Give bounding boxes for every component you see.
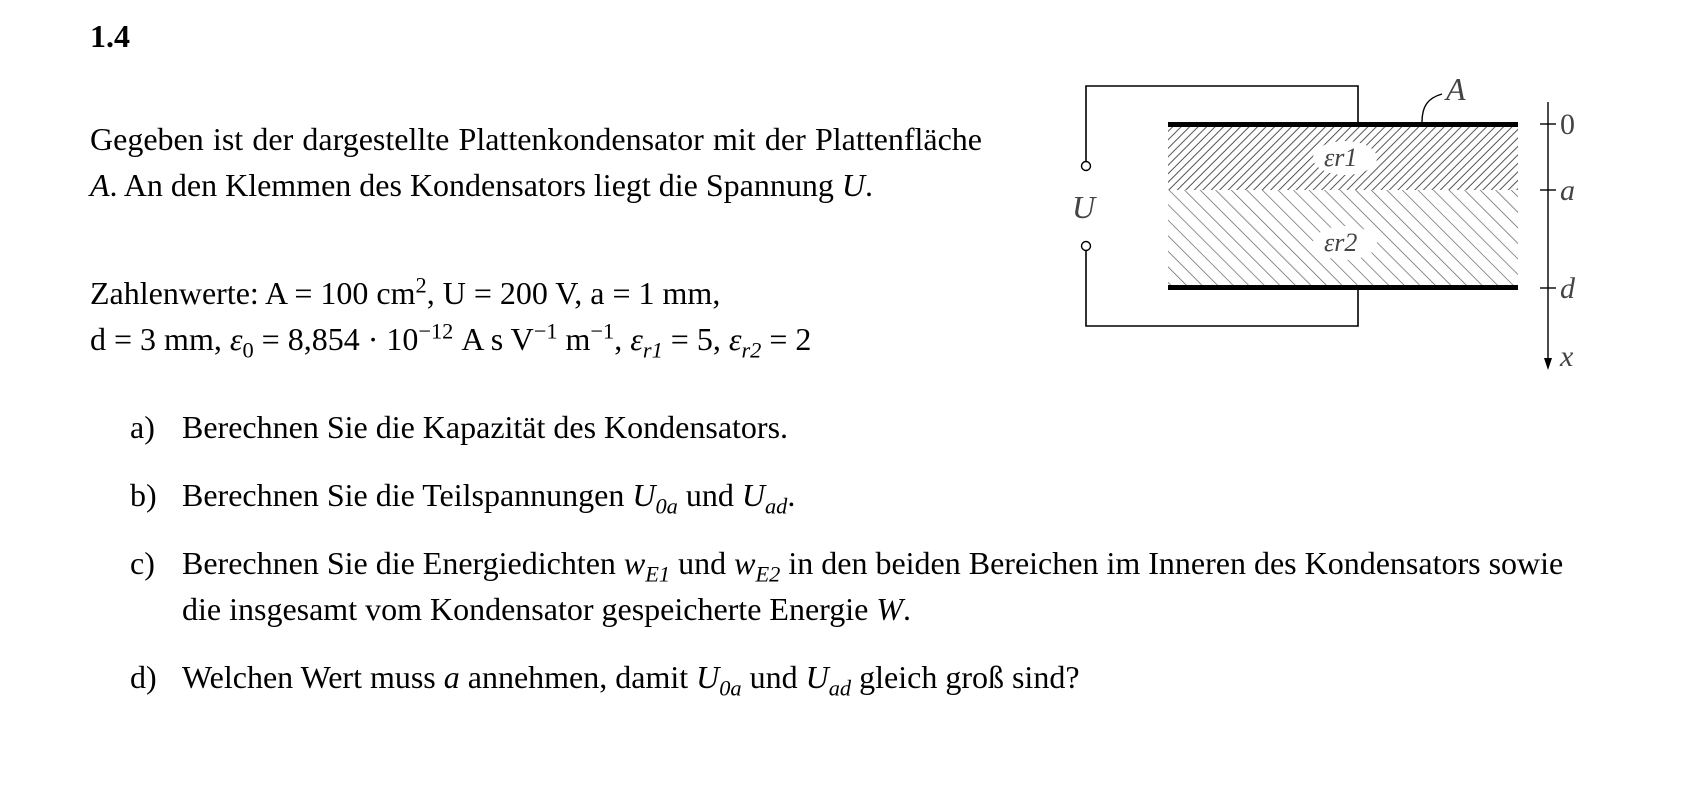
task-label: a) xyxy=(130,409,155,445)
intro-text: . An den Klemmen des Kondensators liegt die Spannung xyxy=(109,167,842,203)
values-line-1: Zahlenwerte: A = 100 $cm^2$, U = 200 V, a = 1 mm, xyxy=(90,272,721,311)
value-er1: = 5, xyxy=(662,321,729,357)
x-axis-arrow xyxy=(1544,358,1552,370)
task-a xyxy=(130,404,1570,450)
value-U: U = 200 V xyxy=(442,275,575,311)
value-er2: = 2 xyxy=(761,321,812,357)
task-label: c) xyxy=(130,545,155,581)
capacitor-figure xyxy=(1070,76,1630,416)
terminal-bottom xyxy=(1082,242,1091,251)
task-d xyxy=(130,654,1570,700)
task-label: d) xyxy=(130,659,157,695)
label-area-A: A xyxy=(1446,76,1466,107)
problem-number: 1.4 xyxy=(90,18,130,54)
area-pointer xyxy=(1422,94,1442,122)
label-er2: εr2 xyxy=(1324,228,1358,257)
value-A: A = 100 cm xyxy=(265,275,416,311)
task-text: Berechnen Sie die Energiedichten $w_{E1}$ und $w_{E2}$ in den beiden Bereichen im Inneren des Kondensators sowie die insgesamt vom Kondensator gespeicherte Energie W. xyxy=(182,545,1564,627)
plate-top xyxy=(1168,122,1518,127)
problem-intro xyxy=(90,116,982,208)
axis-label-d: d xyxy=(1560,272,1575,305)
value-a: a = 1 mm, xyxy=(590,275,721,311)
terminal-top xyxy=(1082,162,1091,171)
value-eps0: = 8,854 · 10 xyxy=(253,321,419,357)
numeric-values xyxy=(90,270,990,362)
task-text: Berechnen Sie die Kapazität des Kondensators. xyxy=(182,409,789,445)
axis-label-x: x xyxy=(1560,340,1574,373)
plate-bottom xyxy=(1168,285,1518,290)
task-text: Berechnen Sie die Teilspannungen $U_{0a}$ und $U_{ad}$. xyxy=(182,477,796,519)
label-er1: εr1 xyxy=(1324,143,1358,172)
task-list xyxy=(130,404,1570,722)
value-d: d = 3 mm, xyxy=(90,321,230,357)
symbol-U: U xyxy=(841,167,865,203)
symbol-A: A xyxy=(90,167,110,203)
task-text: Welchen Wert muss a annehmen, damit $U_{0a}$ und $U_{ad}$ gleich groß sind? xyxy=(182,659,1080,701)
capacitor-diagram xyxy=(1070,76,1630,416)
values-line-2: d = 3 mm, $\varepsilon_0 = 8,854 \cdot 10^{-12}$ A s $V^{-1}$ $m^{-1}$, $\varepsilon_{r1} = 5$, $\varepsilon_{r2} = 2$ xyxy=(90,318,812,363)
label-voltage-U: U xyxy=(1072,189,1096,225)
task-b xyxy=(130,472,1570,518)
task-label: b) xyxy=(130,477,157,513)
axis-label-a: a xyxy=(1560,174,1575,207)
intro-text: Gegeben ist der dargestellte Plattenkondensator mit der Plattenfläche xyxy=(90,121,982,157)
intro-text: . xyxy=(864,167,873,203)
axis-label-0: 0 xyxy=(1560,108,1575,141)
task-c xyxy=(130,540,1570,632)
